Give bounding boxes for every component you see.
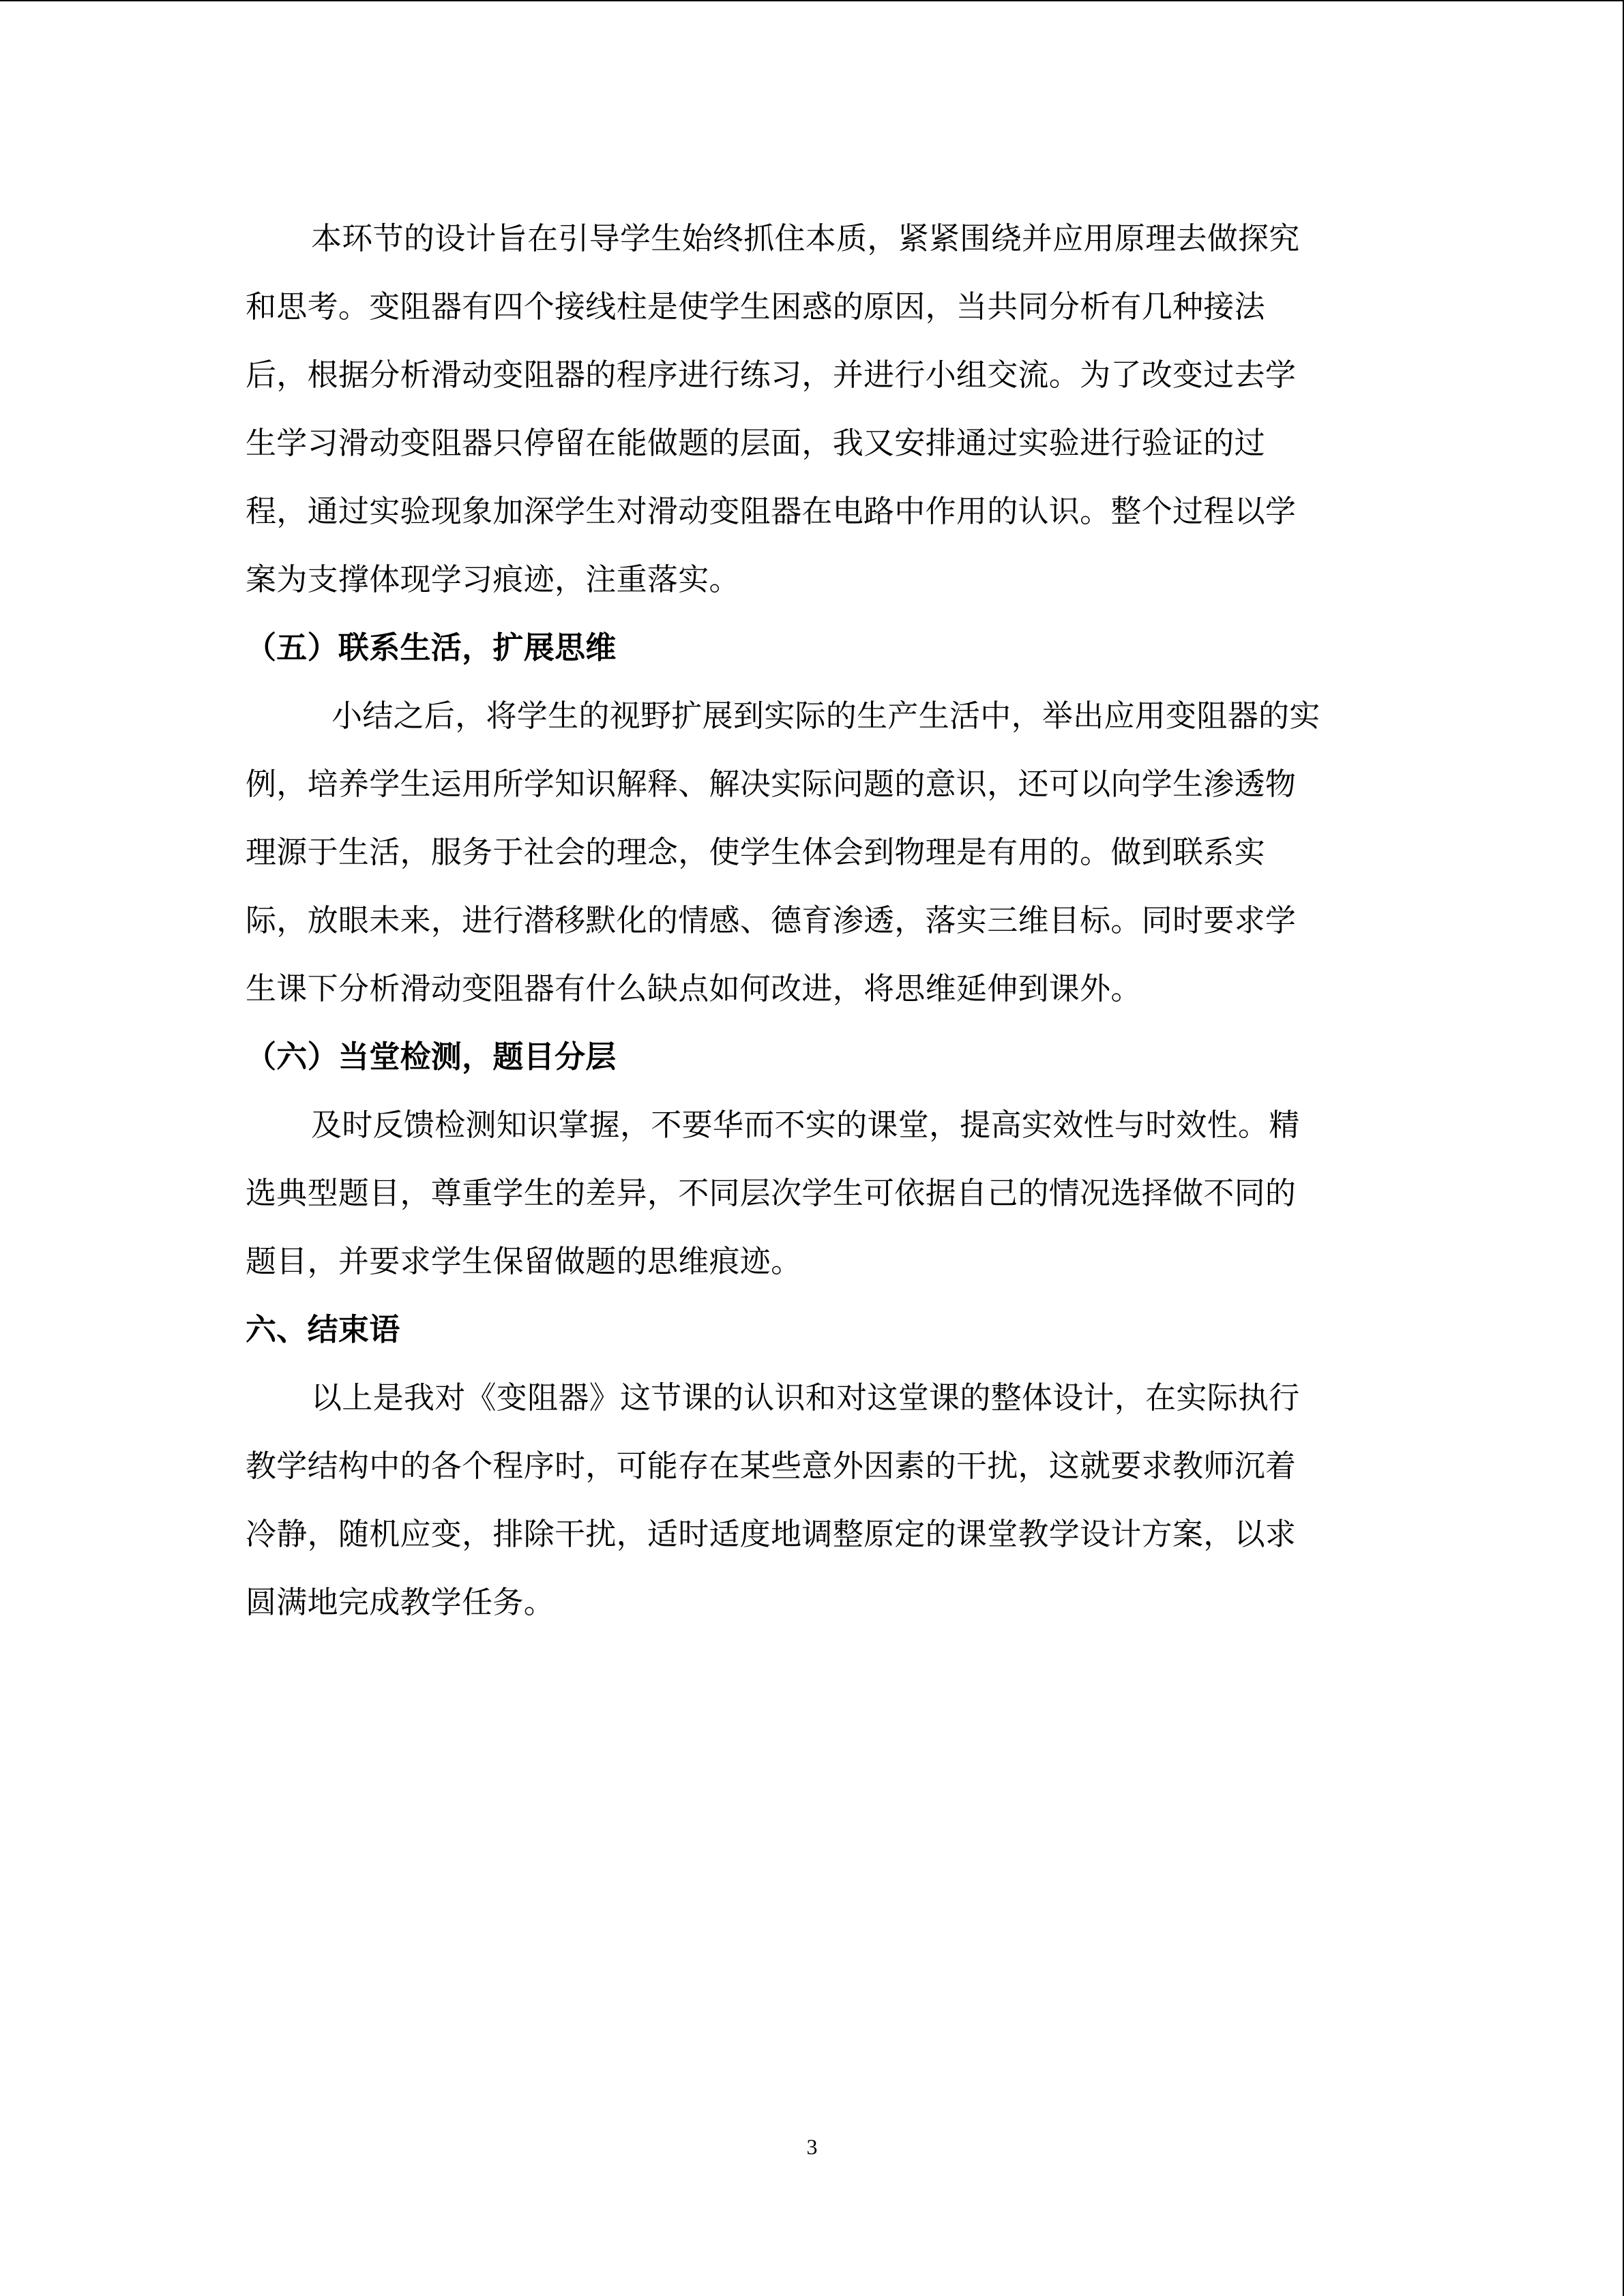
paragraph-line: 后，根据分析滑动变阻器的程序进行练习，并进行小组交流。为了改变过去学 [246, 357, 1297, 393]
paragraph-line: 生学习滑动变阻器只停留在能做题的层面，我又安排通过实验进行验证的过 [246, 425, 1265, 461]
paragraph-line: 选典型题目，尊重学生的差异，不同层次学生可依据自己的情况选择做不同的 [246, 1175, 1297, 1211]
heading-conclusion: 六、结束语 [246, 1311, 400, 1347]
paragraph-line: 本环节的设计旨在引导学生始终抓住本质，紧紧围绕并应用原理去做探究 [311, 220, 1300, 256]
paragraph-line: 教学结构中的各个程序时，可能存在某些意外因素的干扰，这就要求教师沉着 [246, 1448, 1297, 1484]
paragraph-line: 以上是我对《变阻器》这节课的认识和对这堂课的整体设计，在实际执行 [311, 1380, 1300, 1416]
paragraph-line: 例，培养学生运用所学知识解释、解决实际问题的意识，还可以向学生渗透物 [246, 766, 1297, 802]
page-number: 3 [806, 2134, 818, 2159]
paragraph-line: 冷静，随机应变，排除干扰，适时适度地调整原定的课堂教学设计方案，以求 [246, 1516, 1297, 1552]
paragraph-line: 案为支撑体现学习痕迹，注重落实。 [246, 561, 740, 597]
paragraph-line: 圆满地完成教学任务。 [246, 1584, 555, 1620]
heading-classroom-test: （六）当堂检测，题目分层 [246, 1039, 617, 1075]
paragraph-line: 际，放眼未来，进行潜移默化的情感、德育渗透，落实三维目标。同时要求学 [246, 902, 1297, 938]
heading-connect-life: （五）联系生活，扩展思维 [246, 629, 617, 666]
paragraph-line: 程，通过实验现象加深学生对滑动变阻器在电路中作用的认识。整个过程以学 [246, 493, 1297, 529]
paragraph-line: 理源于生活，服务于社会的理念，使学生体会到物理是有用的。做到联系实 [246, 834, 1265, 870]
paragraph-line: 题目，并要求学生保留做题的思维痕迹。 [246, 1243, 802, 1279]
paragraph-line: 小结之后，将学生的视野扩展到实际的生产生活中，举出应用变阻器的实 [331, 698, 1320, 734]
paragraph-line: 及时反馈检测知识掌握，不要华而不实的课堂，提高实效性与时效性。精 [311, 1107, 1300, 1143]
page-top-border [0, 0, 1624, 1]
paragraph-line: 和思考。变阻器有四个接线柱是使学生困惑的原因，当共同分析有几种接法 [246, 288, 1265, 325]
paragraph-line: 生课下分析滑动变阻器有什么缺点如何改进，将思维延伸到课外。 [246, 970, 1142, 1007]
